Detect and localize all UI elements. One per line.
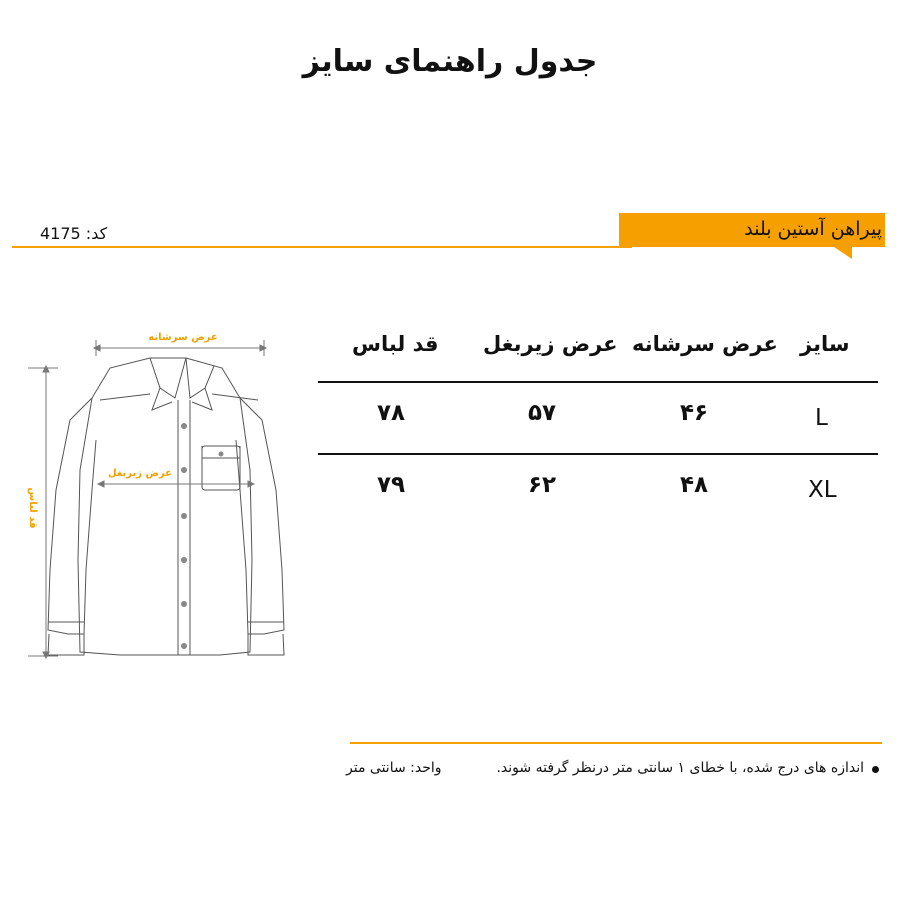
header-chest: عرض زیربغل	[483, 332, 618, 356]
footer-divider	[350, 742, 882, 744]
header-length: قد لباس	[352, 332, 439, 356]
cell-shoulder: ۴۸	[680, 472, 709, 498]
header-shoulder: عرض سرشانه	[632, 332, 778, 356]
product-tag-tail	[834, 247, 852, 259]
cell-chest: ۵۷	[528, 400, 557, 426]
shirt-diagram	[0, 310, 300, 670]
tolerance-note: اندازه های درج شده، با خطای ۱ سانتی متر درنظر گرفته شوند.	[496, 760, 864, 776]
bullet-icon	[872, 766, 879, 773]
page-title: جدول راهنمای سایز	[302, 44, 598, 79]
header-underline	[12, 246, 632, 248]
cell-length: ۷۸	[377, 400, 406, 426]
cell-shoulder: ۴۶	[680, 400, 709, 426]
placket	[178, 400, 190, 655]
chest-measure-label: عرض زیربغل	[107, 468, 173, 479]
cell-size: XL	[808, 477, 837, 503]
shirt-body	[78, 358, 252, 655]
shoulder-measure-label: عرض سرشانه	[148, 332, 218, 343]
length-measure-label: قد لباس	[27, 487, 38, 529]
header-size: سایز	[800, 332, 850, 356]
cell-chest: ۶۲	[528, 472, 557, 498]
cell-size: L	[815, 405, 828, 431]
right-sleeve	[236, 398, 284, 634]
cell-length: ۷۹	[377, 472, 406, 498]
left-sleeve	[48, 398, 96, 634]
product-code: کد: 4175	[40, 224, 108, 243]
product-name: پیراهن آستین بلند	[744, 218, 882, 240]
collar	[150, 358, 186, 398]
table-divider	[318, 453, 878, 455]
unit-note: واحد: سانتی متر	[346, 760, 442, 776]
table-divider	[318, 381, 878, 383]
